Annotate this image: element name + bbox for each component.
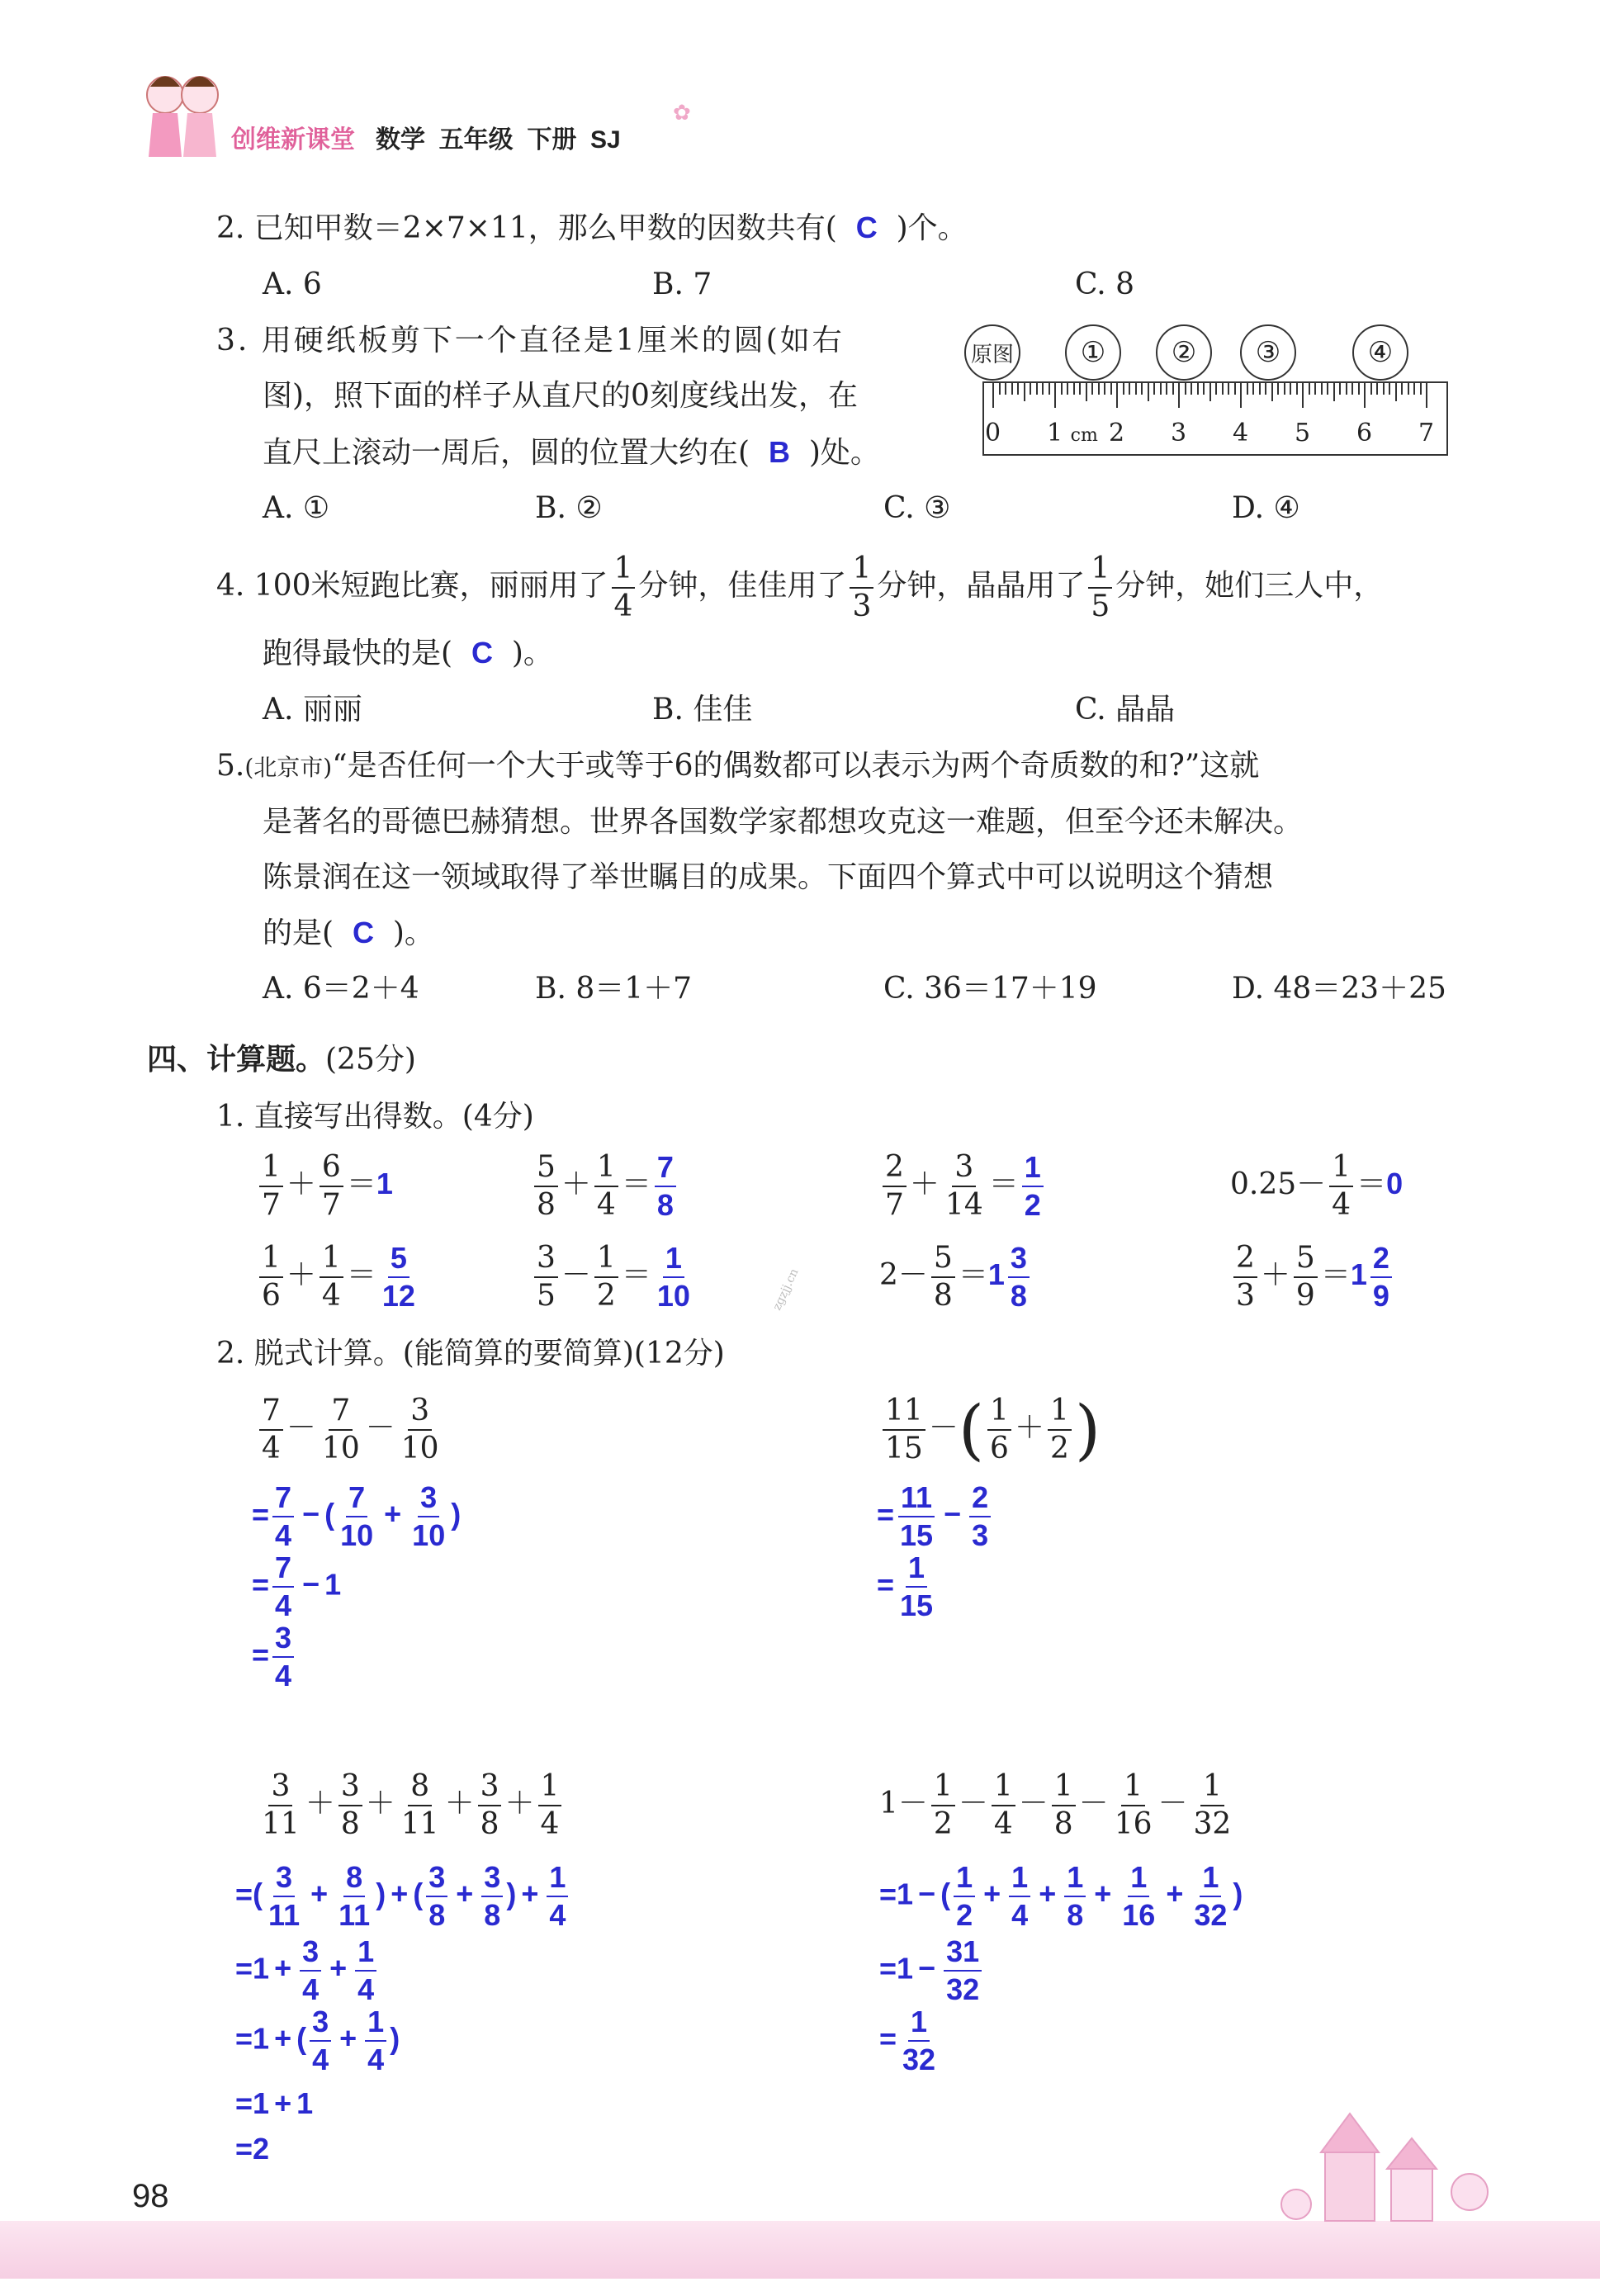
- ruler-tick: [1240, 383, 1242, 408]
- ruler-tick: [999, 383, 1001, 395]
- q3-option-b: B. ②: [535, 491, 603, 525]
- calc4-problem: 1－ $\frac{1}{2}$ － $\frac{1}{4}$ － $\frac{1}{8}$ － $\frac{1}{16}$ － $\frac{1}{32}$: [879, 1769, 1232, 1841]
- ruler-label-5: 5: [1295, 419, 1311, 447]
- castle-illustration: [1276, 2101, 1507, 2225]
- q4-answer: C: [471, 636, 493, 670]
- ruler-tick: [1086, 383, 1087, 401]
- ruler-tick: [1259, 383, 1261, 395]
- circle-2: ②: [1156, 324, 1212, 381]
- q4-option-c: C. 晶晶: [1075, 693, 1176, 727]
- ruler-tick: [1172, 383, 1174, 395]
- ruler-tick: [1141, 383, 1143, 395]
- ruler-tick: [1408, 383, 1409, 395]
- ruler-tick: [1030, 383, 1031, 395]
- circle-3: ③: [1240, 324, 1296, 381]
- direct-answer-7: $\frac{3}{8}$: [1008, 1243, 1030, 1312]
- calc1-step3: = $\frac{3}{4}$: [252, 1622, 297, 1692]
- q2-option-c: C. 8: [1075, 267, 1135, 301]
- direct-item-3: $\frac{2}{7}$ ＋ $\frac{3}{14}$ ＝ $\frac{1}{2}$: [879, 1152, 1047, 1221]
- ruler-tick: [1302, 383, 1304, 408]
- ruler-tick: [1228, 383, 1229, 395]
- ruler-tick: [1309, 383, 1310, 395]
- ruler-tick: [1290, 383, 1291, 395]
- ruler-tick: [1252, 383, 1254, 395]
- sub1-title: 1. 直接写出得数。(4分): [216, 1100, 534, 1134]
- calc3-step5: =2: [235, 2132, 270, 2166]
- section-title: 四、计算题。(25分): [147, 1042, 416, 1077]
- direct-answer-3: $\frac{1}{2}$: [1022, 1152, 1044, 1221]
- calc1-step2: = $\frac{7}{4}$ − 1: [252, 1550, 342, 1622]
- ruler-tick: [1420, 383, 1422, 395]
- q5-line1: 5.(北京市)“是否任何一个大于或等于6的偶数都可以表示为两个奇质数的和?”这就: [216, 749, 1260, 783]
- ruler-tick: [1370, 383, 1372, 395]
- ruler-tick: [1104, 383, 1105, 395]
- ruler-label-0: 0: [985, 419, 1001, 447]
- q3-line1: 3. 用硬纸板剪下一个直径是1厘米的圆(如右: [216, 324, 845, 357]
- sub2-title: 2. 脱式计算。(能简算的要简算)(12分): [216, 1337, 725, 1370]
- ruler-tick: [1024, 383, 1025, 401]
- ruler-tick: [1091, 383, 1093, 395]
- ruler-tick: [1079, 383, 1081, 395]
- q5-option-c: C. 36＝17＋19: [883, 972, 1097, 1006]
- ruler-tick: [1321, 383, 1323, 395]
- page-number: 98: [132, 2178, 169, 2214]
- ruler-tick: [1234, 383, 1236, 395]
- origin-circle: 原图: [964, 324, 1020, 381]
- q3-option-d: D. ④: [1232, 491, 1300, 525]
- header-subject: 数学 五年级 下册 SJ: [376, 126, 621, 154]
- ruler-tick: [1153, 383, 1155, 395]
- calc3-step4: =1 + 1: [235, 2086, 314, 2120]
- direct-item-7: 2－ $\frac{5}{8}$ ＝1 $\frac{3}{8}$: [879, 1243, 1033, 1312]
- q2-answer: C: [855, 211, 878, 244]
- ruler-tick: [1426, 383, 1427, 408]
- ruler-tick: [1271, 383, 1273, 401]
- direct-item-5: $\frac{1}{6}$ ＋ $\frac{1}{4}$ ＝ $\frac{5}{12}$: [256, 1243, 421, 1312]
- calc3-step3: =1 + ( $\frac{3}{4}$ + $\frac{1}{4}$ ): [235, 2005, 400, 2076]
- ruler-tick: [1346, 383, 1347, 395]
- calc2-problem: $\frac{11}{15}$ －( $\frac{1}{6}$ ＋ $\frac{1}{2}$ ): [879, 1395, 1101, 1465]
- q4-line2: 跑得最快的是( C )。: [263, 636, 553, 670]
- ruler-tick: [1160, 383, 1162, 395]
- calc3-step1: =( $\frac{3}{11}$ + $\frac{8}{11}$ ) + ( $\frac{3}{8}$ + $\frac{3}{8}$ ) + $\frac{1}{4}$: [235, 1862, 571, 1931]
- direct-item-6: $\frac{3}{5}$ － $\frac{1}{2}$ ＝ $\frac{1}{10}$: [531, 1243, 696, 1312]
- ruler-tick: [1197, 383, 1199, 395]
- ruler-tick: [1123, 383, 1124, 395]
- ruler-tick: [1011, 383, 1013, 395]
- ruler-tick: [1005, 383, 1006, 395]
- q3-option-a: A. ①: [263, 491, 330, 525]
- q2-option-b: B. 7: [652, 267, 712, 301]
- calc2-step2: = $\frac{1}{15}$: [877, 1550, 934, 1622]
- ruler-label-3: 3: [1171, 419, 1187, 447]
- ruler-tick: [1185, 383, 1186, 395]
- ruler-tick: [1209, 383, 1211, 401]
- direct-answer-6: $\frac{1}{10}$: [656, 1241, 690, 1313]
- ruler-tick: [1203, 383, 1205, 395]
- direct-answer-2: $\frac{7}{8}$: [655, 1152, 676, 1221]
- ruler-label-4: 4: [1233, 419, 1249, 447]
- ruler-tick: [1067, 383, 1068, 395]
- ruler-tick: [1401, 383, 1403, 395]
- q5-option-d: D. 48＝23＋25: [1232, 972, 1446, 1006]
- q5-line2: 是著名的哥德巴赫猜想。世界各国数学家都想攻克这一难题，但至今还未解决。: [263, 805, 1304, 839]
- q3-line2: 图)，照下面的样子从直尺的0刻度线出发，在: [263, 379, 858, 413]
- ruler-label-6: 6: [1356, 419, 1373, 447]
- ruler-label-2: 2: [1109, 419, 1125, 447]
- watermark: zgzjj.cn: [770, 1266, 802, 1313]
- calc4-step2: =1 − $\frac{31}{32}$: [879, 1936, 985, 2005]
- ruler-tick: [1314, 383, 1316, 395]
- ruler-tick: [1036, 383, 1038, 395]
- calc4-step1: =1 − ( $\frac{1}{2}$ + $\frac{1}{4}$ + $\frac{1}{8}$ + $\frac{1}{16}$ + $\frac{1}{32}$ ): [879, 1860, 1243, 1932]
- direct-item-1: $\frac{1}{7}$ ＋ $\frac{6}{7}$ ＝1: [256, 1152, 393, 1221]
- direct-answer-4: 0: [1386, 1166, 1404, 1200]
- circle-1: ①: [1065, 324, 1121, 381]
- ruler-tick: [1284, 383, 1285, 395]
- ruler-tick: [1135, 383, 1137, 395]
- ruler-tick: [1166, 383, 1167, 395]
- q3-option-c: C. ③: [883, 491, 951, 525]
- q4-option-b: B. 佳佳: [652, 693, 753, 727]
- direct-item-8: $\frac{2}{3}$ ＋ $\frac{5}{9}$ ＝1 $\frac{2}{9}$: [1230, 1243, 1395, 1312]
- direct-answer-8: $\frac{2}{9}$: [1370, 1243, 1392, 1312]
- ruler-tick: [992, 383, 994, 408]
- q3-line3: 直尺上滚动一周后，圆的位置大约在( B )处。: [263, 435, 880, 470]
- q2-option-a: A. 6: [263, 267, 322, 301]
- ruler-tick: [1178, 383, 1180, 408]
- q2-stem: 2. 已知甲数＝2×7×11，那么甲数的因数共有( C )个。: [216, 211, 968, 245]
- q5-answer: C: [352, 916, 374, 949]
- direct-item-2: $\frac{5}{8}$ ＋ $\frac{1}{4}$ ＝ $\frac{7}{8}$: [531, 1152, 679, 1221]
- ruler-tick: [1073, 383, 1075, 395]
- ruler-tick: [1339, 383, 1341, 395]
- ruler-tick: [1110, 383, 1112, 395]
- direct-answer-1: 1: [376, 1166, 393, 1200]
- calc1-problem: $\frac{7}{4}$ － $\frac{7}{10}$ － $\frac{3}{10}$: [256, 1395, 445, 1465]
- ruler-tick: [1098, 383, 1100, 395]
- q4-fraction-jingjing: $\frac{1}{5}$: [1088, 553, 1112, 623]
- ruler-label-1: 1 cm: [1047, 419, 1098, 447]
- ruler-label-7: 7: [1418, 419, 1435, 447]
- q4-fraction-lili: $\frac{1}{4}$: [612, 553, 636, 623]
- ruler-tick: [1054, 383, 1056, 408]
- footer-band: [0, 2221, 1600, 2279]
- ruler-tick: [1265, 383, 1266, 395]
- q5-line4: 的是( C )。: [263, 916, 434, 950]
- ruler-tick: [1364, 383, 1366, 408]
- calc1-step1: = $\frac{7}{4}$ − ( $\frac{7}{10}$ + $\frac{3}{10}$ ): [252, 1480, 462, 1552]
- ruler-tick: [1395, 383, 1397, 401]
- ruler-tick: [1049, 383, 1050, 395]
- ruler-tick: [1333, 383, 1335, 401]
- brand-name: 创维新课堂: [231, 126, 355, 154]
- ruler-tick: [1358, 383, 1360, 395]
- calc3-problem: $\frac{3}{11}$ ＋ $\frac{3}{8}$ ＋ $\frac{8}{11}$ ＋ $\frac{3}{8}$ ＋ $\frac{1}{4}$: [256, 1771, 565, 1840]
- ruler-tick: [1017, 383, 1019, 395]
- ruler-tick: [1247, 383, 1248, 395]
- header-girls-logo: [132, 62, 239, 169]
- ruler-tick: [1389, 383, 1390, 395]
- ruler-tick: [1222, 383, 1224, 395]
- calc2-step1: = $\frac{11}{15}$ − $\frac{2}{3}$: [877, 1482, 994, 1551]
- q5-option-a: A. 6＝2＋4: [263, 972, 419, 1006]
- ruler-tick: [1042, 383, 1044, 395]
- calc3-step2: =1 + $\frac{3}{4}$ + $\frac{1}{4}$: [235, 1936, 380, 2005]
- ruler-tick: [1148, 383, 1149, 401]
- ruler-tick: [1376, 383, 1378, 395]
- direct-answer-5: $\frac{5}{12}$: [381, 1241, 415, 1313]
- ruler-tick: [1383, 383, 1385, 395]
- q3-answer: B: [768, 435, 790, 469]
- flower-icon: ✿: [673, 101, 691, 125]
- q5-option-b: B. 8＝1＋7: [535, 972, 693, 1006]
- ruler-tick: [1116, 383, 1118, 408]
- ruler-tick: [1061, 383, 1063, 395]
- ruler-tick: [1351, 383, 1353, 395]
- q4-stem: 4. 100米短跑比赛，丽丽用了 $\frac{1}{4}$ 分钟，佳佳用了 $\frac{1}{3}$ 分钟，晶晶用了 $\frac{1}{5}$ 分钟，她们三人中，: [216, 552, 1384, 623]
- ruler-tick: [1191, 383, 1192, 395]
- ruler-tick: [1296, 383, 1298, 395]
- ruler-tick: [1215, 383, 1217, 395]
- ruler-tick: [1327, 383, 1328, 395]
- ruler-tick: [1129, 383, 1130, 395]
- circle-4: ④: [1352, 324, 1408, 381]
- q4-fraction-jiajia: $\frac{1}{3}$: [850, 553, 873, 623]
- q5-line3: 陈景润在这一领域取得了举世瞩目的成果。下面四个算式中可以说明这个猜想: [263, 860, 1274, 894]
- direct-item-4: 0.25－ $\frac{1}{4}$ ＝0: [1230, 1150, 1404, 1222]
- ruler-tick: [1413, 383, 1415, 395]
- ruler-tick: [1277, 383, 1279, 395]
- q4-option-a: A. 丽丽: [263, 693, 362, 727]
- calc4-step3: = $\frac{1}{32}$: [879, 2005, 936, 2076]
